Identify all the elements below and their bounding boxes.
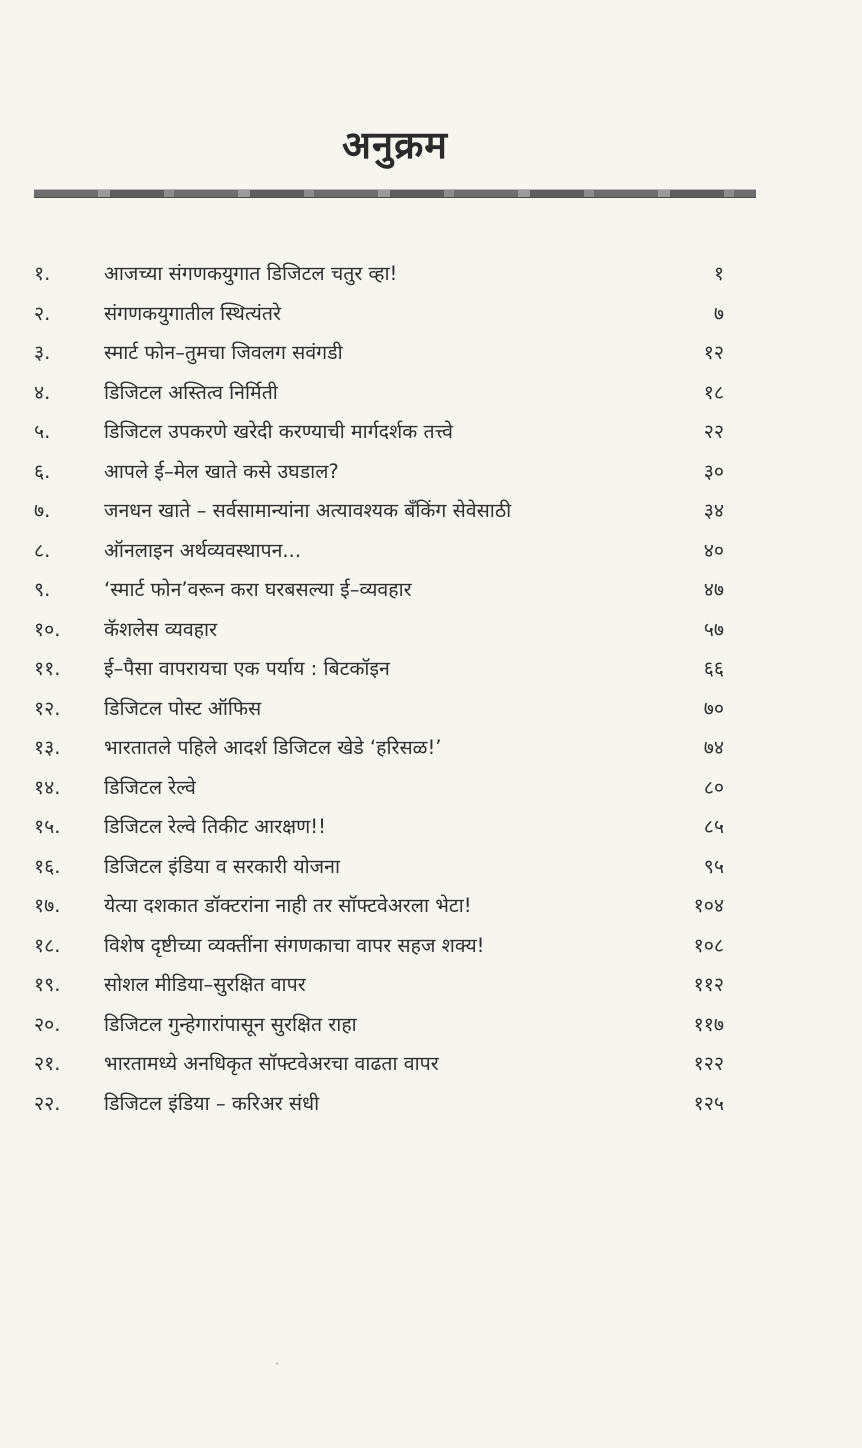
page-number: १२२ — [693, 1052, 724, 1075]
toc-row — [0, 769, 862, 809]
page-number: ७० — [703, 696, 724, 720]
page-number: ७४ — [703, 736, 724, 759]
chapter-title: संगणकयुगातील स्थित्यंतरे — [104, 301, 281, 325]
chapter-number: १३. — [34, 736, 61, 759]
chapter-title: डिजिटल गुन्हेगारांपासून सुरक्षित राहा — [104, 1012, 357, 1036]
chapter-number: १५. — [34, 815, 61, 838]
page-number: १ — [713, 262, 724, 285]
chapter-number: ११. — [34, 657, 61, 680]
page-number: ८५ — [703, 815, 724, 838]
toc-row — [0, 334, 862, 374]
toc-row — [0, 532, 862, 572]
page-number: १२ — [703, 341, 724, 364]
chapter-title: विशेष दृष्टीच्या व्यक्तींना संगणकाचा वापर सहज शक्य! — [104, 933, 485, 957]
chapter-title: भारतातले पहिले आदर्श डिजिटल खेडे ‘हरिसळ!’ — [104, 736, 442, 759]
toc-row — [0, 887, 862, 927]
toc-row — [0, 1085, 862, 1125]
toc-row — [0, 295, 862, 335]
chapter-title: आजच्या संगणकयुगात डिजिटल चतुर व्हा! — [104, 262, 398, 285]
chapter-number: १६. — [34, 854, 61, 878]
chapter-number: ४. — [34, 380, 51, 404]
toc-row — [0, 413, 862, 453]
chapter-title: ‘स्मार्ट फोन’वरून करा घरबसल्या ई–व्यवहार — [104, 578, 412, 601]
page-number: ११२ — [693, 973, 724, 996]
page-number: १०८ — [693, 933, 724, 957]
chapter-number: २. — [34, 301, 51, 325]
chapter-number: ८. — [34, 538, 51, 562]
paper-speck — [276, 1362, 278, 1365]
chapter-title: डिजिटल रेल्वे तिकीट आरक्षण!! — [104, 815, 326, 838]
chapter-title: डिजिटल इंडिया – करिअर संधी — [104, 1091, 320, 1115]
chapter-number: ७. — [34, 499, 51, 522]
page-number: ४७ — [703, 578, 724, 601]
chapter-number: २१. — [34, 1052, 61, 1075]
toc-row — [0, 927, 862, 967]
toc-row — [0, 966, 862, 1006]
chapter-title: डिजिटल रेल्वे — [104, 775, 196, 799]
toc-row — [0, 808, 862, 848]
chapter-title: डिजिटल इंडिया व सरकारी योजना — [104, 854, 341, 878]
page-number: ४० — [703, 538, 724, 562]
chapter-title: डिजिटल अस्तित्व निर्मिती — [104, 380, 278, 404]
chapter-title: कॅशलेस व्यवहार — [104, 617, 218, 641]
chapter-number: १८. — [34, 933, 61, 957]
toc-row — [0, 729, 862, 769]
page-number: २२ — [703, 420, 724, 443]
chapter-number: ३. — [34, 341, 51, 364]
page-number: १२५ — [693, 1091, 724, 1115]
toc-row — [0, 848, 862, 888]
chapter-number: १०. — [34, 617, 61, 641]
toc-row — [0, 255, 862, 295]
toc-row — [0, 1006, 862, 1046]
chapter-number: १४. — [34, 775, 61, 799]
chapter-number: ६. — [34, 459, 51, 483]
page-number: ८० — [703, 775, 724, 799]
chapter-title: ई–पैसा वापरायचा एक पर्याय : बिटकॉइन — [104, 657, 390, 680]
title-divider — [34, 189, 756, 198]
page-number: ९५ — [703, 854, 724, 878]
page-number: ३४ — [703, 499, 724, 522]
toc-row — [0, 1045, 862, 1085]
toc-row — [0, 453, 862, 493]
chapter-title: डिजिटल पोस्ट ऑफिस — [104, 696, 262, 720]
chapter-title: सोशल मीडिया–सुरक्षित वापर — [104, 973, 306, 996]
toc-row — [0, 690, 862, 730]
chapter-number: १७. — [34, 894, 61, 917]
chapter-title: जनधन खाते – सर्वसामान्यांना अत्यावश्यक बँकिंग सेवेसाठी — [104, 499, 512, 522]
chapter-number: ९. — [34, 578, 51, 601]
page-number: ५७ — [703, 617, 724, 641]
chapter-number: ५. — [34, 420, 51, 443]
chapter-number: १२. — [34, 696, 61, 720]
page-number: ६६ — [703, 657, 724, 680]
chapter-title: भारतामध्ये अनधिकृत सॉफ्टवेअरचा वाढता वापर — [104, 1052, 439, 1075]
chapter-title: येत्या दशकात डॉक्टरांना नाही तर सॉफ्टवेअरला भेटा! — [104, 894, 472, 917]
page-title: अनुक्रम — [341, 123, 449, 167]
chapter-number: २०. — [34, 1012, 61, 1036]
toc-row — [0, 374, 862, 414]
toc-row — [0, 650, 862, 690]
chapter-title: आपले ई–मेल खाते कसे उघडाल? — [104, 459, 339, 483]
chapter-number: १९. — [34, 973, 61, 996]
chapter-number: १. — [34, 262, 51, 285]
page-number: ११७ — [693, 1012, 724, 1036]
page-number: ७ — [713, 301, 724, 325]
toc-row — [0, 571, 862, 611]
page-number: १०४ — [693, 894, 724, 917]
page-number: १८ — [703, 380, 724, 404]
toc-row — [0, 611, 862, 651]
page-number: ३० — [703, 459, 724, 483]
chapter-number: २२. — [34, 1091, 61, 1115]
chapter-title: ऑनलाइन अर्थव्यवस्थापन... — [104, 538, 302, 562]
chapter-title: स्मार्ट फोन–तुमचा जिवलग सवंगडी — [104, 341, 343, 364]
chapter-title: डिजिटल उपकरणे खरेदी करण्याची मार्गदर्शक तत्त्वे — [104, 420, 453, 443]
table-of-contents — [0, 255, 862, 1124]
toc-row — [0, 492, 862, 532]
